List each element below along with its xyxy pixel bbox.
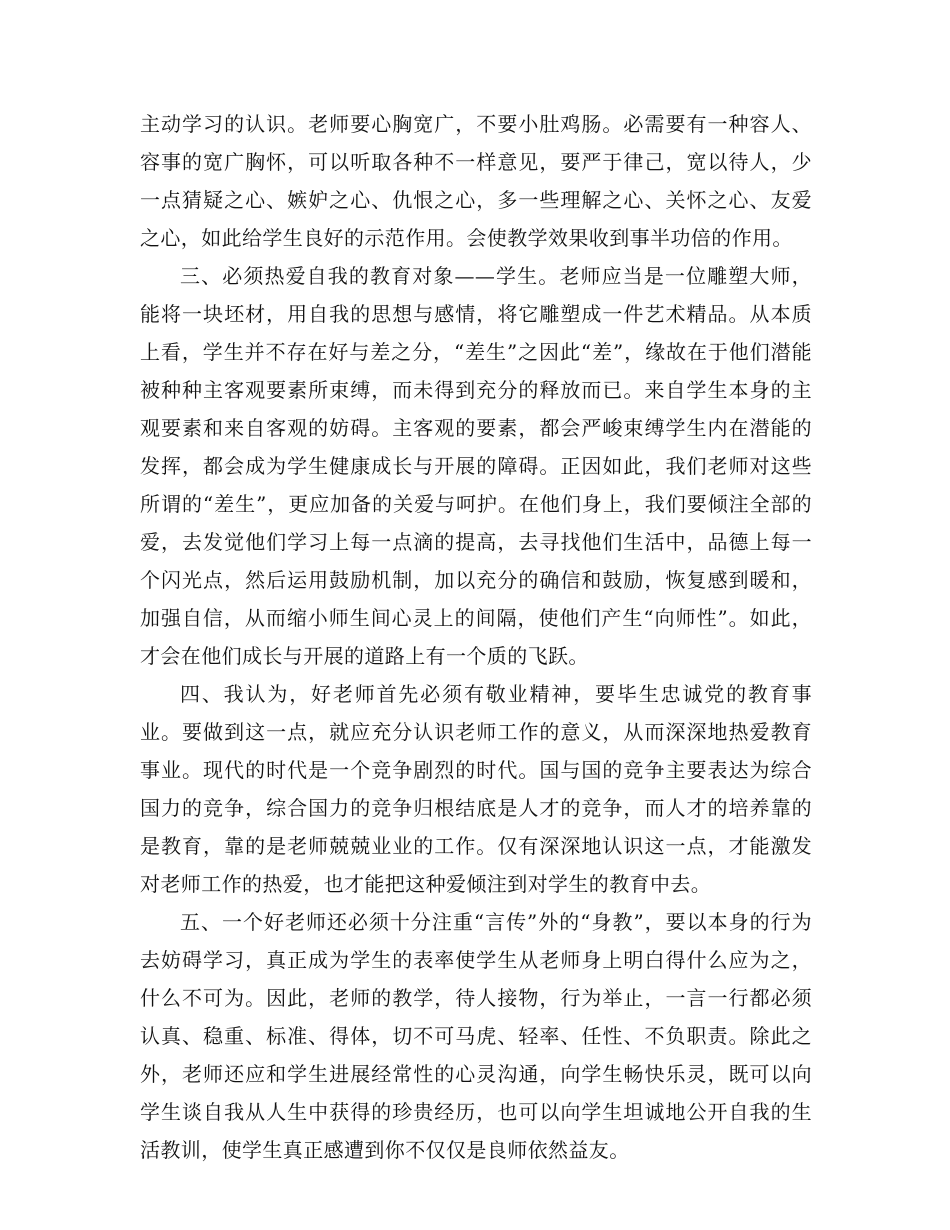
document-body: [140, 105, 812, 1169]
paragraph-3: 四、我认为，好老师首先必须有敬业精神，要毕生忠诚党的教育事业。要做到这一点，就应充分认识老师工作的意义，从而深深地热爱教育事业。现代的时代是一个竞争剧烈的时代。国与国的竞争主要表达为综合国力的竞争，综合国力的竞争归根结底是人才的竞争，而人才的培养靠的是教育，靠的是老师兢兢业业的工作。仅有深深地认识这一点，才能激发对老师工作的热爱，也才能把这种爱倾注到对学生的教育中去。: [140, 682, 812, 896]
paragraph-2: 三、必须热爱自我的教育对象——学生。老师应当是一位雕塑大师，能将一块坯材，用自我的思想与感情，将它雕塑成一件艺术精品。从本质上看，学生并不存在好与差之分，“差生”之因此“差”，缘故在于他们潜能被种种主客观要素所束缚，而未得到充分的释放而已。来自学生本身的主观要素和来自客观的妨碍。主客观的要素，都会严峻束缚学生内在潜能的发挥，都会成为学生健康成长与开展的障碍。正因如此，我们老师对这些所谓的“差生”，更应加备的关爱与呵护。在他们身上，我们要倾注全部的爱，去发觉他们学习上每一点滴的提高，去寻找他们生活中，品德上每一个闪光点，然后运用鼓励机制，加以充分的确信和鼓励，恢复感到暖和，加强自信，从而缩小师生间心灵上的间隔，使他们产生“向师性”。如此，才会在他们成长与开展的道路上有一个质的飞跃。: [140, 264, 812, 668]
paragraph-1: 主动学习的认识。老师要心胸宽广，不要小肚鸡肠。必需要有一种容人、容事的宽广胸怀，可以听取各种不一样意见，要严于律己，宽以待人，少一点猜疑之心、嫉妒之心、仇恨之心，多一些理解之心、关怀之心、友爱之心，如此给学生良好的示范作用。会使教学效果收到事半功倍的作用。: [140, 112, 812, 250]
paragraph-4: 五、一个好老师还必须十分注重“言传”外的“身教”，要以本身的行为去妨碍学习，真正成为学生的表率使学生从老师身上明白得什么应为之，什么不可为。因此，老师的教学，待人接物，行为举止，一言一行都必须认真、稳重、标准、得体，切不可马虎、轻率、任性、不负职责。除此之外，老师还应和学生进展经常性的心灵沟通，向学生畅快乐灵，既可以向学生谈自我从人生中获得的珍贵经历，也可以向学生坦诚地公开自我的生活教训，使学生真正感遭到你不仅仅是良师依然益友。: [140, 910, 812, 1162]
